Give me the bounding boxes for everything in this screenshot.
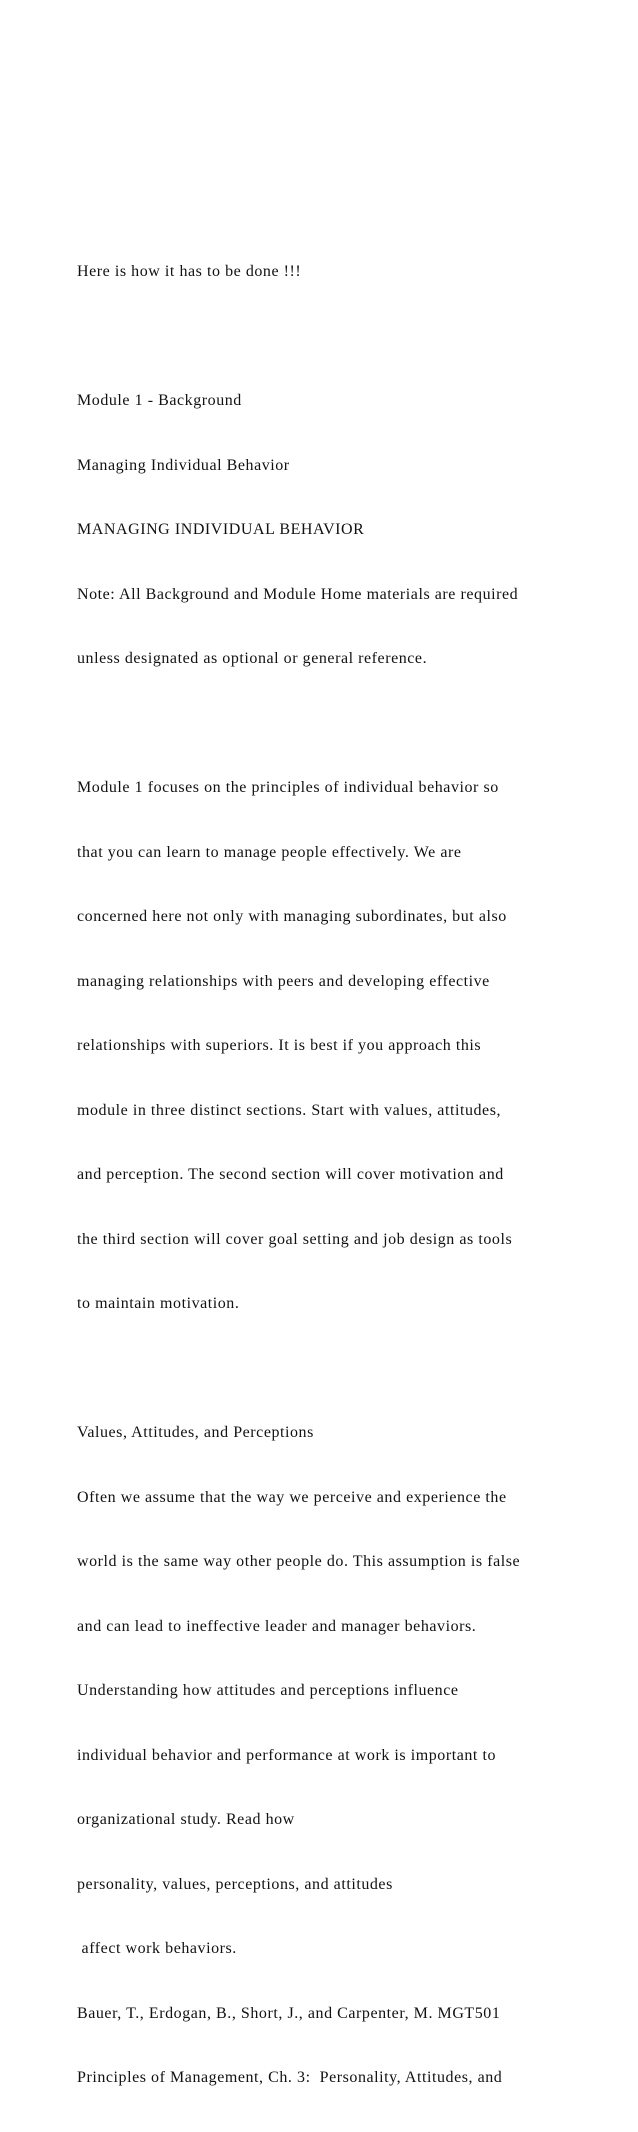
paragraph-line: and perception. The second section will cover motivation and	[77, 1166, 504, 1183]
paragraph-line: world is the same way other people do. This assumption is false	[77, 1553, 521, 1570]
module-subtitle: Managing Individual Behavior	[77, 456, 290, 474]
note-line-1: Note: All Background and Module Home materials are required	[77, 585, 519, 603]
paragraph-line: the third section will cover goal setting and job design as tools	[77, 1230, 513, 1248]
section-heading: Values, Attitudes, and Perceptions	[77, 1424, 314, 1441]
paragraph-line: module in three distinct sections. Start with values, attitudes,	[77, 1101, 502, 1119]
blank-line	[77, 326, 622, 348]
module-title-caps: MANAGING INDIVIDUAL BEHAVIOR	[77, 521, 365, 538]
paragraph-line: Often we assume that the way we perceive and experience the	[77, 1488, 507, 1506]
paragraph-line: and can lead to ineffective leader and manager behaviors.	[77, 1617, 477, 1635]
paragraph-line: Module 1 focuses on the principles of individual behavior so	[77, 779, 499, 796]
module-heading: Module 1 - Background	[77, 392, 242, 409]
citation-line-1: Bauer, T., Erdogan, B., Short, J., and Carpenter, M. MGT501	[77, 2004, 501, 2022]
citation-line-2: Principles of Management, Ch. 3: Personality, Attitudes, and	[77, 2069, 503, 2086]
intro-line: Here is how it has to be done !!!	[77, 263, 302, 280]
blank-line	[77, 713, 622, 735]
reading-link-text: personality, values, perceptions, and attitudes	[77, 1875, 393, 1893]
paragraph-line: individual behavior and performance at work is important to	[77, 1746, 497, 1764]
paragraph-line: organizational study. Read how	[77, 1811, 295, 1828]
paragraph-line: concerned here not only with managing subordinates, but also	[77, 908, 507, 925]
paragraph-line: Understanding how attitudes and perceptions influence	[77, 1682, 459, 1699]
document-body	[77, 218, 622, 2132]
paragraph-line: to maintain motivation.	[77, 1295, 240, 1312]
paragraph-line: that you can learn to manage people effectively. We are	[77, 843, 462, 861]
blank-line	[77, 1358, 622, 1380]
note-line-2: unless designated as optional or general reference.	[77, 650, 428, 667]
paragraph-line: relationships with superiors. It is best if you approach this	[77, 1037, 482, 1054]
paragraph-line: affect work behaviors.	[77, 1940, 237, 1957]
paragraph-line: managing relationships with peers and developing effective	[77, 972, 490, 990]
